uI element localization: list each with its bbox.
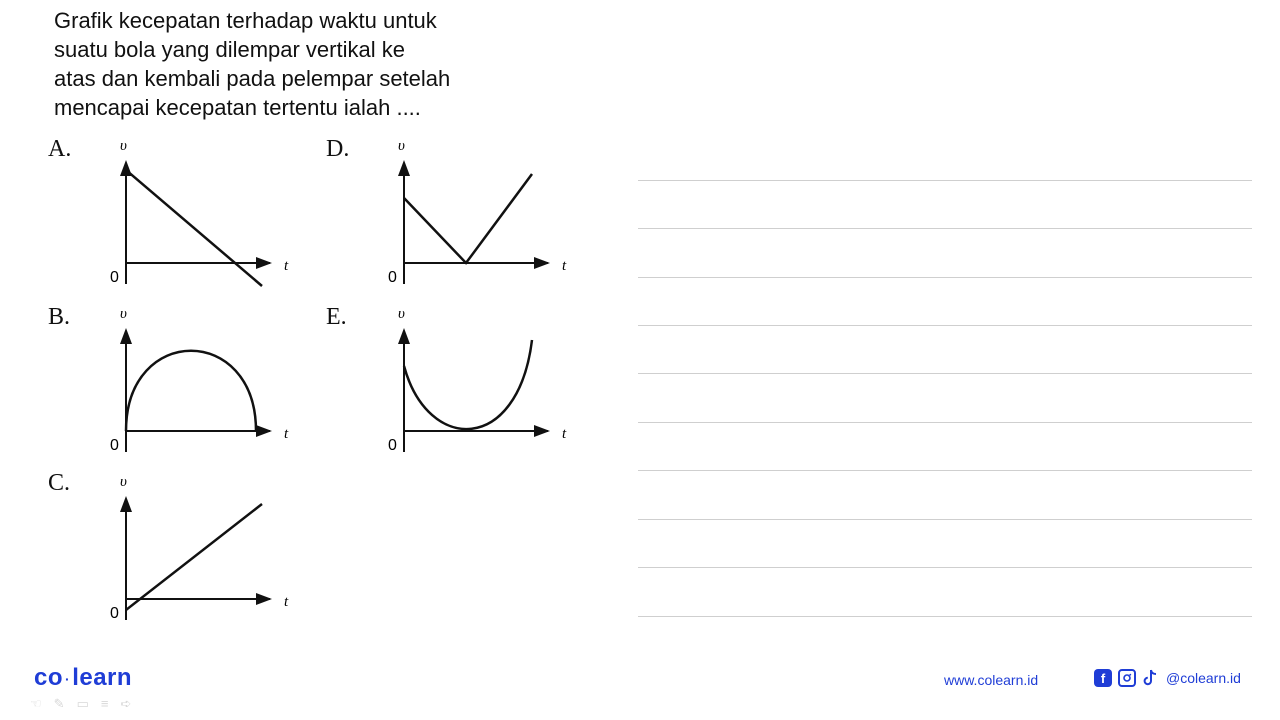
social-handle: @colearn.id (1166, 670, 1241, 686)
graph-d (378, 136, 578, 286)
graph-a (100, 136, 300, 286)
option-letter: E. (326, 304, 347, 330)
answer-line (638, 567, 1252, 568)
hand-icon: ☜ (30, 696, 42, 711)
answer-line (638, 180, 1252, 181)
x-axis-label: t (284, 426, 289, 442)
y-axis-label: υ (120, 474, 127, 490)
y-axis-label: υ (120, 306, 127, 322)
answer-line (638, 519, 1252, 520)
x-axis-label: t (562, 258, 567, 274)
instagram-icon (1118, 669, 1136, 687)
answer-line (638, 373, 1252, 374)
logo-dot: · (65, 670, 71, 687)
curve-e (404, 340, 532, 429)
option-letter: A. (48, 136, 72, 162)
graph-e (378, 304, 578, 454)
eraser-icon: ▭ (76, 696, 89, 711)
origin-label: 0 (388, 437, 397, 454)
graph-c (100, 472, 300, 622)
pointer-icon: ➪ (120, 696, 132, 711)
answer-line (638, 228, 1252, 229)
answer-line (638, 470, 1252, 471)
answer-line (638, 277, 1252, 278)
colearn-logo (34, 664, 132, 692)
option-letter: D. (326, 136, 350, 162)
question-line: atas dan kembali pada pelempar setelah (54, 66, 451, 91)
curve-a (126, 170, 262, 286)
lines-icon: ≡ (100, 696, 109, 711)
option-letter: B. (48, 304, 71, 330)
logo-right: learn (72, 664, 133, 691)
question-line: mencapai kecepatan tertentu ialah .... (54, 95, 421, 120)
website-url: www.colearn.id (944, 672, 1039, 688)
answer-line (638, 325, 1252, 326)
question-line: Grafik kecepatan terhadap waktu untuk (54, 8, 437, 33)
curve-c (126, 504, 262, 610)
pen-icon: ✎ (53, 696, 65, 711)
option-letter: C. (48, 470, 71, 496)
toolbar-icons (30, 696, 131, 712)
y-axis-label: υ (398, 306, 405, 322)
origin-label: 0 (110, 605, 119, 622)
logo-left: co (34, 664, 64, 691)
question-text (54, 6, 514, 122)
y-axis-label: υ (120, 138, 127, 154)
origin-label: 0 (110, 269, 119, 286)
origin-label: 0 (110, 437, 119, 454)
origin-label: 0 (388, 269, 397, 286)
curve-b (126, 351, 256, 431)
answer-line (638, 422, 1252, 423)
y-axis-label: υ (398, 138, 405, 154)
x-axis-label: t (562, 426, 567, 442)
tiktok-icon (1142, 669, 1158, 687)
question-line: suatu bola yang dilempar vertikal ke (54, 37, 405, 62)
x-axis-label: t (284, 258, 289, 274)
facebook-icon: f (1094, 669, 1112, 687)
x-axis-label: t (284, 594, 289, 610)
curve-d (404, 174, 532, 263)
answer-line (638, 616, 1252, 617)
social-links (1094, 669, 1241, 687)
graph-b (100, 304, 300, 454)
